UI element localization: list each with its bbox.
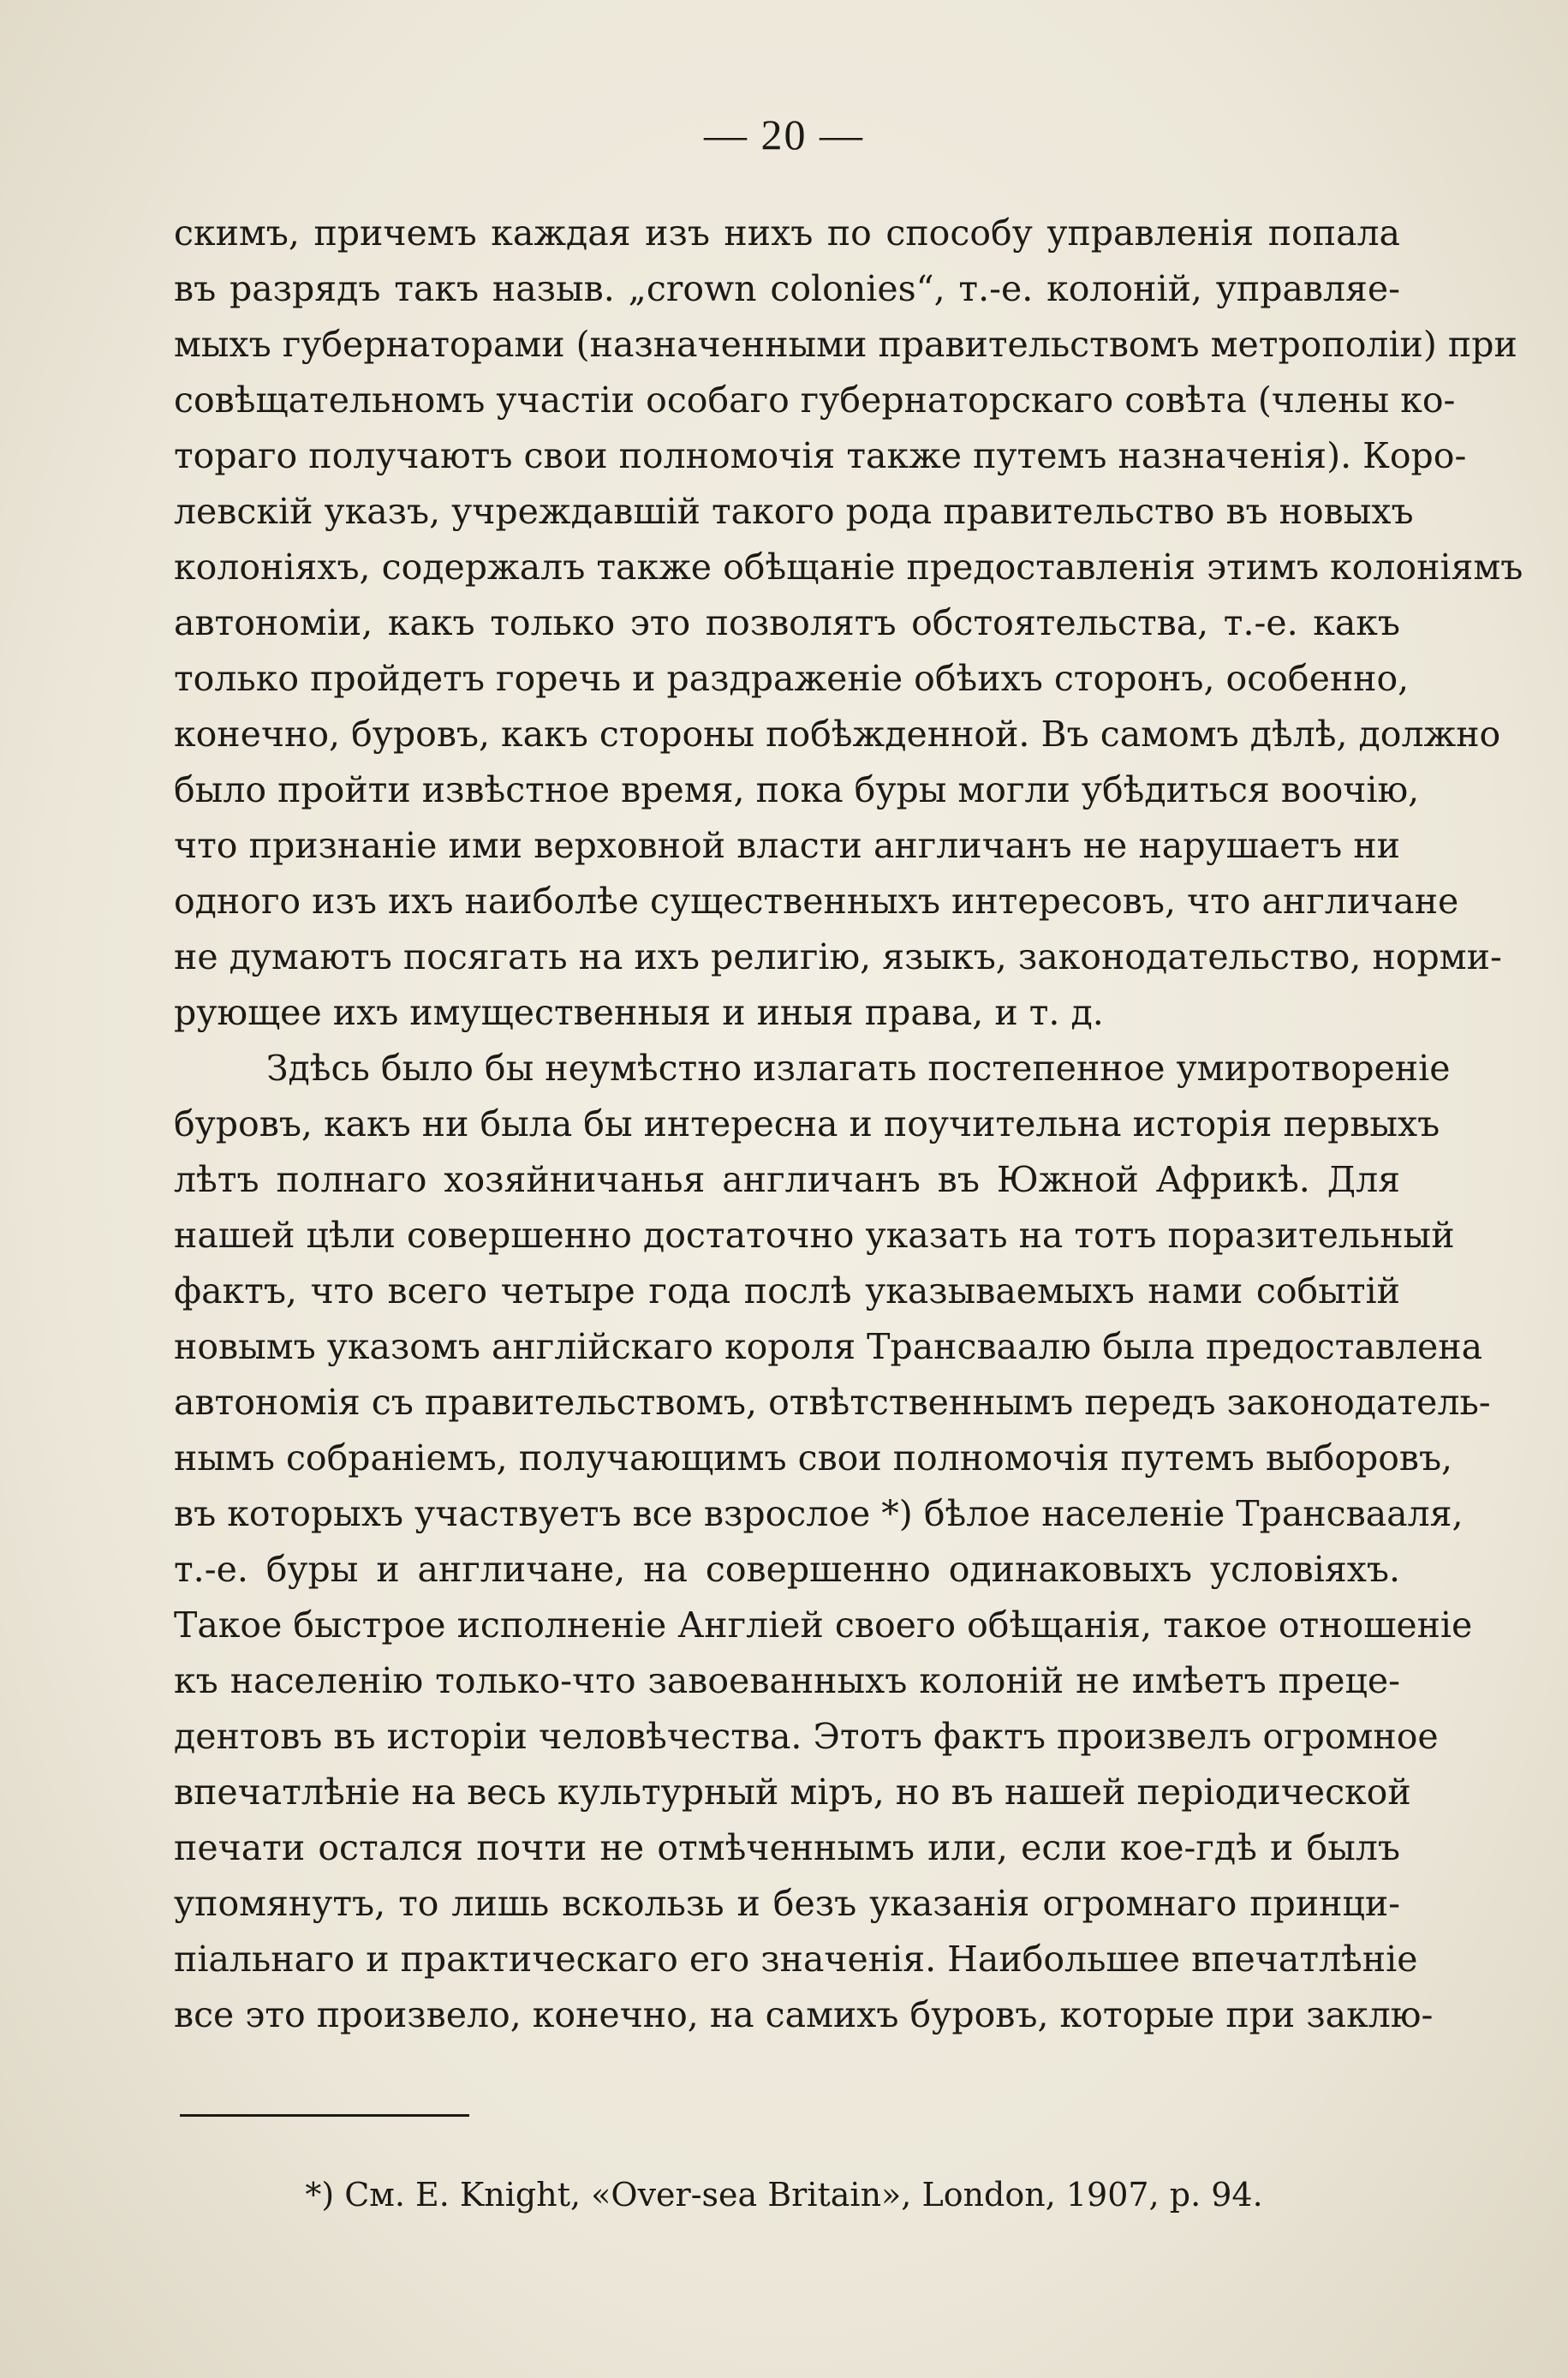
text-line: нымъ собраніемъ, получающимъ свои полномочія путемъ выборовъ,: [174, 1437, 1453, 1479]
text-line: новымъ указомъ англійскаго короля Трансваалю была предоставлена: [174, 1326, 1483, 1367]
text-line: совѣщательномъ участіи особаго губернаторскаго совѣта (члены ко-: [174, 379, 1456, 421]
text-line: автономіи, какъ только это позволятъ обстоятельства, т.-е. какъ: [174, 602, 1400, 643]
text-line: печати остался почти не отмѣченнымъ или, если кое-гдѣ и былъ: [174, 1827, 1400, 1868]
paragraph-end-line: рующее ихъ имущественныя и иныя права, и т. д.: [174, 992, 1104, 1033]
text-line: скимъ, причемъ каждая изъ нихъ по способу управленія попала: [174, 212, 1400, 254]
text-line: въ разрядъ такъ назыв. „crown colonies“, т.-е. колоній, управляе-: [174, 268, 1400, 309]
body-text: [174, 206, 1523, 2043]
text-line: было пройти извѣстное время, пока буры могли убѣдиться воочію,: [174, 769, 1420, 810]
text-line: колоніяхъ, содержалъ также обѣщаніе предоставленія этимъ колоніямъ: [174, 547, 1523, 588]
text-line: къ населенію только-что завоеванныхъ колоній не имѣетъ преце-: [174, 1660, 1400, 1701]
text-line: впечатлѣніе на весь культурный міръ, но въ нашей періодической: [174, 1772, 1411, 1813]
text-line: все это произвело, конечно, на самихъ буровъ, которые при заклю-: [174, 1994, 1434, 2035]
text-line: только пройдетъ горечь и раздраженіе обѣихъ сторонъ, особенно,: [174, 658, 1410, 699]
text-line: упомянутъ, то лишь вскользь и безъ указанія огромнаго принци-: [174, 1883, 1400, 1924]
text-line: тораго получаютъ свои полномочія также путемъ назначенія). Коро-: [174, 435, 1467, 476]
text-line: не думаютъ посягать на ихъ религію, языкъ, законодательство, норми-: [174, 936, 1502, 977]
paragraph-start-line: Здѣсь было бы неумѣстно излагать постепенное умиротвореніе: [266, 1048, 1451, 1089]
text-line: нашей цѣли совершенно достаточно указать на тотъ поразительный: [174, 1215, 1455, 1256]
text-line: что признаніе ими верховной власти англичанъ не нарушаетъ ни: [174, 825, 1400, 866]
text-line: одного изъ ихъ наиболѣе существенныхъ интересовъ, что англичане: [174, 881, 1459, 922]
text-line: левскій указъ, учреждавшій такого рода правительство въ новыхъ: [174, 491, 1414, 532]
text-line: конечно, буровъ, какъ стороны побѣжденной. Въ самомъ дѣлѣ, должно: [174, 714, 1501, 755]
text-line: мыхъ губернаторами (назначенными правительствомъ метрополіи) при: [174, 324, 1517, 365]
text-line: піальнаго и практическаго его значенія. Наибольшее впечатлѣніе: [174, 1939, 1418, 1980]
text-line: фактъ, что всего четыре года послѣ указываемыхъ нами событій: [174, 1270, 1400, 1311]
text-line: дентовъ въ исторіи человѣчества. Этотъ фактъ произвелъ огромное: [174, 1716, 1439, 1757]
text-line: буровъ, какъ ни была бы интересна и поучительна исторія первыхъ: [174, 1103, 1440, 1144]
footnote: *) См. E. Knight, «Over-sea Britain», London, 1907, p. 94.: [305, 2176, 1263, 2214]
text-line: Такое быстрое исполненіе Англіей своего обѣщанія, такое отношеніе: [174, 1604, 1473, 1646]
text-line: т.-е. буры и англичане, на совершенно одинаковыхъ условіяхъ.: [174, 1549, 1400, 1590]
text-line: въ которыхъ участвуетъ все взрослое *) бѣлое населеніе Трансвааля,: [174, 1493, 1464, 1534]
footnote-divider: [180, 2114, 469, 2117]
page-number: — 20 —: [704, 111, 864, 158]
text-line: лѣтъ полнаго хозяйничанья англичанъ въ Южной Африкѣ. Для: [174, 1159, 1400, 1200]
text-line: автономія съ правительствомъ, отвѣтственнымъ передъ законодатель-: [174, 1382, 1491, 1423]
